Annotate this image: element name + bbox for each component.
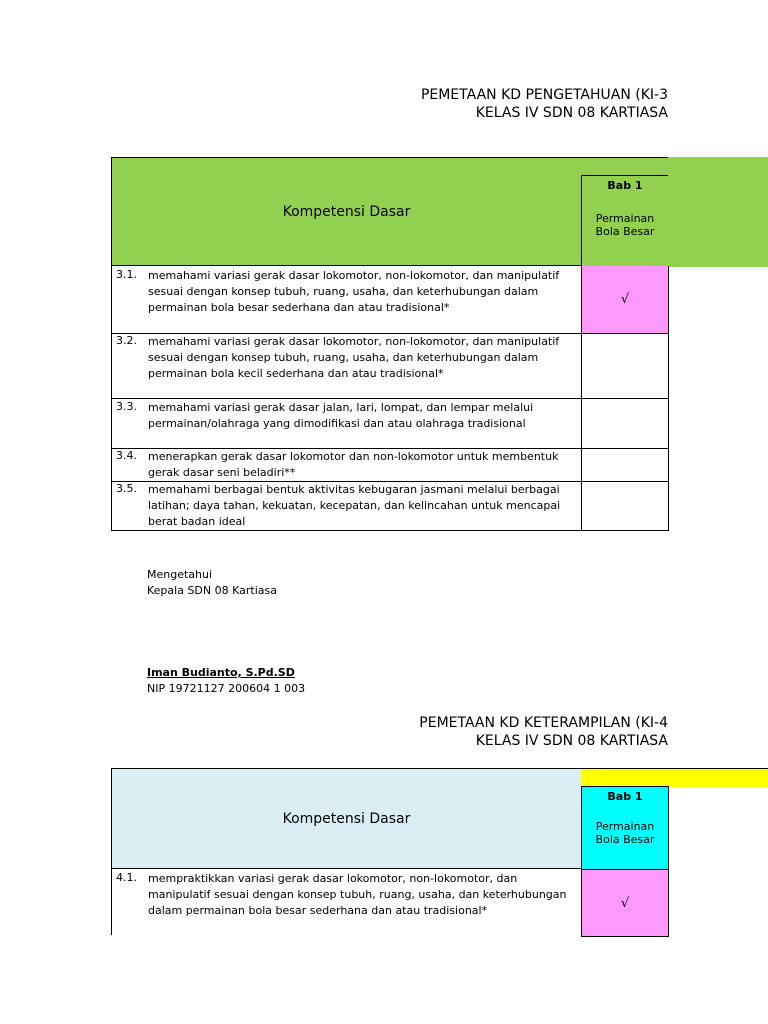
header-band [581, 768, 768, 787]
row-line: gerak dasar seni beladiri** [148, 466, 296, 479]
row-line: latihan; daya tahan, kekuatan, kecepatan, dan kelincahan untuk mencapai [148, 499, 561, 512]
row-number: 3.5. [116, 482, 137, 495]
row-line: sesuai dengan konsep tubuh, ruang, usaha, dan keterhubungan dalam [148, 285, 539, 298]
bab-name-line1: Permainan [595, 820, 655, 833]
row-line: menerapkan gerak dasar lokomotor dan non-lokomotor untuk membentuk [148, 450, 559, 463]
bab-name-line1: Permainan [595, 212, 655, 225]
check-mark: √ [620, 292, 630, 307]
row-line: memahami variasi gerak dasar lokomotor, non-lokomotor, dan manipulatif [148, 269, 560, 282]
row-text [148, 482, 573, 530]
bab-label: Bab 1 [607, 179, 643, 192]
row-line: berat badan ideal [148, 515, 246, 528]
kd-header-label: Kompetensi Dasar [282, 810, 411, 827]
row-number: 3.2. [116, 334, 137, 347]
check-cell [581, 482, 669, 531]
row-number: 3.1. [116, 268, 137, 281]
section1-title-line1: PEMETAAN KD PENGETAHUAN (KI-3 [420, 87, 668, 103]
row-text [148, 334, 573, 382]
row-line: memahami variasi gerak dasar jalan, lari, lompat, dan lempar melalui [148, 401, 534, 414]
signature-block [147, 567, 277, 599]
check-cell [581, 334, 669, 399]
row-line: memahami berbagai bentuk aktivitas kebugaran jasmani melalui berbagai [148, 483, 560, 496]
check-cell [581, 266, 669, 334]
bab-name-line2: Bola Besar [595, 225, 655, 238]
row-line: sesuai dengan konsep tubuh, ruang, usaha, dan keterhubungan dalam [148, 351, 539, 364]
row-line: permainan bola besar sederhana dan atau tradisional* [148, 301, 450, 314]
row-text [148, 871, 573, 919]
row-number: 3.4. [116, 449, 137, 462]
table-row [111, 869, 582, 935]
section2-title-line2: KELAS IV SDN 08 KARTIASA [475, 733, 668, 749]
row-number: 3.3. [116, 400, 137, 413]
row-text [148, 449, 573, 481]
kd-header-cell [111, 768, 582, 869]
signatory-name: Iman Budianto, S.Pd.SD [147, 666, 295, 679]
row-line: dalam permainan bola besar sederhana dan atau tradisional* [148, 904, 488, 917]
signatory [147, 665, 305, 697]
section1-title [421, 86, 668, 122]
table-row [111, 449, 582, 482]
check-cell [581, 869, 669, 937]
row-number: 4.1. [116, 871, 137, 884]
section2-title [419, 714, 668, 750]
section1-title-line2: KELAS IV SDN 08 KARTIASA [475, 105, 668, 121]
table-row [111, 482, 582, 531]
header-extension [668, 157, 768, 267]
row-line: mempraktikkan variasi gerak dasar lokomotor, non-lokomotor, dan [148, 872, 518, 885]
check-cell [581, 449, 669, 482]
row-line: manipulatif sesuai dengan konsep tubuh, ruang, usaha, dan keterhubungan [148, 888, 567, 901]
bab-name-line2: Bola Besar [595, 833, 655, 846]
table-row [111, 399, 582, 449]
signature-line1: Mengetahui [147, 568, 213, 581]
kd-header-label: Kompetensi Dasar [282, 203, 411, 220]
check-cell [581, 399, 669, 449]
signatory-nip: NIP 19721127 200604 1 003 [147, 682, 306, 695]
table-row [111, 334, 582, 399]
kd-header-cell [111, 157, 582, 266]
row-text [148, 268, 573, 316]
table-row [111, 266, 582, 334]
section2-title-line1: PEMETAAN KD KETERAMPILAN (KI-4 [419, 715, 668, 731]
bab-header-cell [581, 175, 668, 266]
row-line: memahami variasi gerak dasar lokomotor, non-lokomotor, dan manipulatif [148, 335, 560, 348]
check-mark: √ [620, 895, 630, 911]
bab-label: Bab 1 [607, 790, 643, 803]
bab-header-cell [581, 786, 669, 869]
row-line: permainan bola kecil sederhana dan atau tradisional* [148, 367, 444, 380]
row-line: permainan/olahraga yang dimodifikasi dan atau olahraga tradisional [148, 417, 526, 430]
signature-line2: Kepala SDN 08 Kartiasa [147, 584, 277, 597]
row-text [148, 400, 573, 432]
